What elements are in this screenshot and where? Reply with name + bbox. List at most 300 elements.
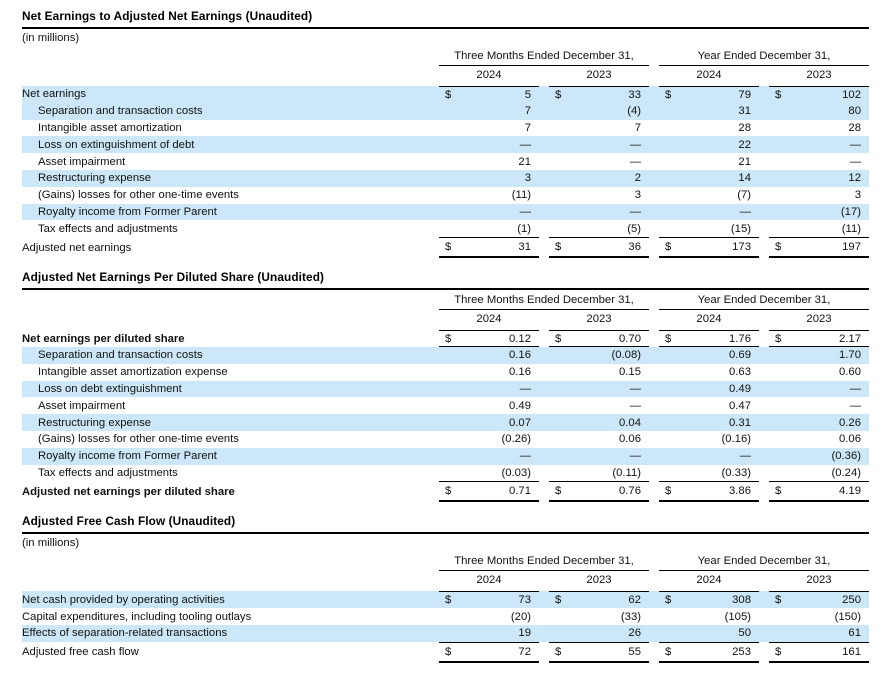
value-cell [769, 481, 869, 502]
cell-value: 2 [634, 172, 641, 185]
cell-value: 308 [732, 594, 751, 607]
row-values [439, 220, 869, 237]
value-cell [439, 608, 539, 625]
value-cell [769, 86, 869, 103]
row-values [439, 465, 869, 482]
value-cell [549, 448, 649, 465]
cell-value: 2.17 [839, 332, 861, 345]
value-cell [439, 330, 539, 347]
cell-value: — [519, 450, 531, 463]
cell-value: 7 [634, 121, 641, 134]
value-cell [769, 381, 869, 398]
table-row [22, 608, 869, 625]
cell-value: (20) [510, 610, 531, 623]
year-header: 2023 [586, 574, 612, 587]
cell-value: 62 [628, 594, 641, 607]
value-cell [439, 414, 539, 431]
table-row [22, 136, 869, 153]
cell-value: 0.12 [509, 332, 531, 345]
row-label: Restructuring expense [38, 172, 152, 185]
table-row [22, 465, 869, 482]
row-values [439, 381, 869, 398]
cell-value: 0.69 [729, 349, 751, 362]
period-group-label: Three Months Ended December 31, [454, 555, 634, 568]
table-row [22, 204, 869, 221]
value-cell [439, 120, 539, 137]
dollar-sign: $ [445, 332, 452, 345]
period-group-label: Year Ended December 31, [697, 294, 831, 307]
table-row [22, 381, 869, 398]
cell-value: 250 [842, 594, 861, 607]
value-cell [439, 625, 539, 642]
year-cells [439, 571, 869, 591]
period-groups [439, 46, 869, 66]
dollar-sign: $ [555, 241, 562, 254]
value-cell [769, 625, 869, 642]
cell-value: 0.07 [509, 416, 531, 429]
dollar-sign: $ [445, 645, 452, 658]
cell-value: 19 [518, 627, 531, 640]
cell-value: (5) [627, 222, 641, 235]
value-cell [549, 153, 649, 170]
value-cell [769, 136, 869, 153]
cell-value: — [629, 450, 641, 463]
value-cell [549, 414, 649, 431]
row-label: Intangible asset amortization expense [38, 366, 228, 379]
year-header: 2024 [696, 574, 722, 587]
year-header: 2024 [476, 69, 502, 81]
value-cell [659, 103, 759, 120]
cell-value: 0.26 [839, 416, 861, 429]
value-cell [769, 153, 869, 170]
cell-value: (0.24) [831, 466, 861, 479]
cell-value: 0.49 [729, 382, 751, 395]
cell-value: 12 [848, 172, 861, 185]
cell-value: 0.16 [509, 366, 531, 379]
value-cell [659, 136, 759, 153]
row-values [439, 397, 869, 414]
cell-value: 1.70 [839, 349, 861, 362]
cell-value: 161 [842, 645, 861, 658]
year-header: 2024 [696, 313, 722, 326]
value-cell [659, 381, 759, 398]
value-cell [549, 103, 649, 120]
table-row [22, 330, 869, 347]
cell-value: (0.36) [831, 450, 861, 463]
value-cell [769, 204, 869, 221]
period-groups [439, 551, 869, 571]
value-cell [549, 86, 649, 103]
value-cell [769, 364, 869, 381]
row-label: (Gains) losses for other one-time events [38, 433, 239, 446]
value-cell [769, 347, 869, 364]
cell-value: 0.04 [619, 416, 641, 429]
value-cell [659, 591, 759, 608]
cell-value: (1) [517, 222, 531, 235]
value-cell [659, 642, 759, 663]
value-cell [659, 120, 759, 137]
value-cell [769, 448, 869, 465]
value-cell [659, 187, 759, 204]
row-label: Net earnings per diluted share [22, 332, 185, 345]
dollar-sign: $ [445, 241, 452, 254]
table-title: Adjusted Net Earnings Per Diluted Share (Unaudited) [22, 270, 325, 285]
row-label: Asset impairment [38, 155, 126, 168]
row-values [439, 481, 869, 502]
value-cell [659, 153, 759, 170]
value-cell [659, 481, 759, 502]
value-cell [549, 465, 649, 482]
table-row [22, 364, 869, 381]
three-months-group-header [439, 290, 649, 310]
value-cell [439, 481, 539, 502]
value-cell [549, 220, 649, 237]
row-label: Intangible asset amortization [38, 121, 182, 134]
cell-value: — [629, 205, 641, 218]
row-values [439, 120, 869, 137]
value-cell [659, 170, 759, 187]
row-label: Restructuring expense [38, 416, 152, 429]
row-label: Asset impairment [38, 399, 126, 412]
column-group-headers [22, 551, 869, 571]
three-months-group-header [439, 551, 649, 571]
table-row [22, 431, 869, 448]
cell-value: 0.70 [619, 332, 641, 345]
value-cell [549, 136, 649, 153]
row-values [439, 330, 869, 347]
cell-value: 36 [628, 241, 641, 254]
table-section-3 [22, 514, 869, 662]
value-cell [439, 136, 539, 153]
cell-value: 21 [518, 155, 531, 168]
dollar-sign: $ [665, 594, 672, 607]
value-cell [769, 237, 869, 258]
cell-value: — [629, 138, 641, 151]
row-values [439, 86, 869, 103]
value-cell [439, 170, 539, 187]
cell-value: 61 [848, 627, 861, 640]
cell-value: (0.03) [501, 466, 531, 479]
cell-value: 0.06 [619, 433, 641, 446]
table-title: Adjusted Free Cash Flow (Unaudited) [22, 514, 236, 529]
cell-value: 0.16 [509, 349, 531, 362]
cell-value: 5 [524, 88, 531, 101]
cell-value: 3 [634, 189, 641, 202]
value-cell [659, 364, 759, 381]
cell-value: (105) [724, 610, 751, 623]
value-cell [549, 481, 649, 502]
cell-value: 14 [738, 172, 751, 185]
value-cell [769, 120, 869, 137]
value-cell [769, 642, 869, 663]
dollar-sign: $ [775, 485, 782, 498]
year-header: 2023 [586, 313, 612, 326]
year-header: 2024 [476, 313, 502, 326]
cell-value: — [519, 382, 531, 395]
cell-value: 0.49 [509, 399, 531, 412]
cell-value: 50 [738, 627, 751, 640]
value-cell [439, 431, 539, 448]
value-cell [439, 237, 539, 258]
row-label: Tax effects and adjustments [38, 466, 178, 479]
value-cell [549, 591, 649, 608]
dollar-sign: $ [775, 332, 782, 345]
cell-value: 72 [518, 645, 531, 658]
cell-value: 4.19 [839, 485, 861, 498]
total-row [22, 481, 869, 502]
row-values [439, 414, 869, 431]
column-group-headers [22, 46, 869, 66]
cell-value: 33 [628, 88, 641, 101]
cell-value: 0.31 [729, 416, 751, 429]
value-cell [549, 397, 649, 414]
dollar-sign: $ [665, 88, 672, 101]
dollar-sign: $ [775, 241, 782, 254]
dollar-sign: $ [665, 485, 672, 498]
value-cell [659, 347, 759, 364]
dollar-sign: $ [665, 241, 672, 254]
row-label: Royalty income from Former Parent [38, 205, 217, 218]
table-row [22, 103, 869, 120]
value-cell [439, 204, 539, 221]
units-label: (in millions) [22, 32, 80, 44]
value-cell [769, 187, 869, 204]
three-months-group-header [439, 46, 649, 66]
row-label: Tax effects and adjustments [38, 222, 178, 235]
value-cell [439, 347, 539, 364]
dollar-sign: $ [555, 88, 562, 101]
value-cell [769, 330, 869, 347]
value-cell [439, 642, 539, 663]
cell-value: (11) [841, 222, 861, 235]
value-cell [769, 103, 869, 120]
table-row [22, 120, 869, 137]
cell-value: (0.26) [501, 433, 531, 446]
cell-value: 253 [732, 645, 751, 658]
row-values [439, 136, 869, 153]
cell-value: (4) [627, 105, 641, 118]
dollar-sign: $ [775, 594, 782, 607]
cell-value: 3 [854, 189, 861, 202]
row-label: Royalty income from Former Parent [38, 450, 217, 463]
value-cell [439, 86, 539, 103]
cell-value: 26 [628, 627, 641, 640]
value-cell [659, 448, 759, 465]
row-label: Adjusted net earnings [22, 241, 132, 254]
table-row [22, 347, 869, 364]
row-values [439, 642, 869, 663]
period-groups [439, 290, 869, 310]
cell-value: 3.86 [729, 485, 751, 498]
cell-value: (0.08) [611, 349, 641, 362]
row-label: Separation and transaction costs [38, 105, 203, 118]
dollar-sign: $ [555, 485, 562, 498]
value-cell [549, 120, 649, 137]
value-cell [549, 330, 649, 347]
value-cell [439, 364, 539, 381]
table-row [22, 397, 869, 414]
year-ended-group-header [659, 551, 869, 571]
value-cell [769, 170, 869, 187]
value-cell [769, 465, 869, 482]
table-row [22, 448, 869, 465]
value-cell [549, 381, 649, 398]
dollar-sign: $ [775, 88, 782, 101]
cell-value: — [629, 382, 641, 395]
cell-value: (0.11) [612, 466, 641, 479]
value-cell [549, 625, 649, 642]
cell-value: 55 [628, 645, 641, 658]
value-cell [549, 347, 649, 364]
cell-value: 173 [732, 241, 751, 254]
row-values [439, 170, 869, 187]
cell-value: 197 [842, 241, 861, 254]
year-cells [439, 310, 869, 330]
value-cell [549, 237, 649, 258]
cell-value: — [849, 138, 861, 151]
table-section-2 [22, 270, 869, 502]
cell-value: 73 [518, 594, 531, 607]
cell-value: (7) [737, 189, 751, 202]
year-headers [22, 571, 869, 591]
value-cell [659, 86, 759, 103]
dollar-sign: $ [555, 594, 562, 607]
value-cell [769, 397, 869, 414]
row-values [439, 153, 869, 170]
value-cell [769, 591, 869, 608]
row-values [439, 237, 869, 258]
table-section-1 [22, 9, 869, 258]
value-cell [439, 448, 539, 465]
value-cell [439, 397, 539, 414]
value-cell [549, 187, 649, 204]
row-values [439, 431, 869, 448]
cell-value: — [629, 399, 641, 412]
units-label: (in millions) [22, 537, 80, 550]
cell-value: 79 [738, 88, 751, 101]
cell-value: (33) [620, 610, 641, 623]
row-values [439, 103, 869, 120]
value-cell [549, 608, 649, 625]
table-row [22, 220, 869, 237]
cell-value: (11) [511, 189, 531, 202]
cell-value: — [849, 382, 861, 395]
value-cell [439, 103, 539, 120]
value-cell [659, 431, 759, 448]
cell-value: 0.71 [509, 485, 531, 498]
cell-value: 3 [524, 172, 531, 185]
cell-value: 0.60 [839, 366, 861, 379]
value-cell [659, 204, 759, 221]
row-values [439, 347, 869, 364]
value-cell [549, 642, 649, 663]
table-row [22, 170, 869, 187]
row-values [439, 591, 869, 608]
dollar-sign: $ [665, 332, 672, 345]
cell-value: 21 [738, 155, 751, 168]
value-cell [659, 397, 759, 414]
value-cell [439, 591, 539, 608]
year-headers [22, 66, 869, 86]
value-cell [769, 608, 869, 625]
total-row [22, 642, 869, 663]
value-cell [549, 431, 649, 448]
cell-value: 1.76 [729, 332, 751, 345]
cell-value: 0.47 [729, 399, 751, 412]
period-group-label: Year Ended December 31, [697, 555, 831, 568]
year-ended-group-header [659, 290, 869, 310]
row-label: Net cash provided by operating activities [22, 593, 225, 606]
row-label: Capital expenditures, including tooling outlays [22, 610, 252, 623]
row-label: Effects of separation-related transactions [22, 627, 228, 640]
value-cell [439, 153, 539, 170]
row-label: Loss on extinguishment of debt [38, 138, 195, 151]
row-values [439, 204, 869, 221]
row-values [439, 187, 869, 204]
row-label: Adjusted net earnings per diluted share [22, 485, 235, 498]
dollar-sign: $ [665, 645, 672, 658]
year-headers [22, 310, 869, 330]
row-values [439, 364, 869, 381]
dollar-sign: $ [775, 645, 782, 658]
table-row [22, 591, 869, 608]
cell-value: 22 [738, 138, 751, 151]
year-cells [439, 66, 869, 86]
dollar-sign: $ [445, 88, 452, 101]
year-header: 2024 [476, 574, 502, 587]
cell-value: — [849, 399, 861, 412]
row-label: Loss on debt extinguishment [38, 382, 182, 395]
period-group-label: Year Ended December 31, [697, 50, 831, 62]
row-values [439, 448, 869, 465]
value-cell [549, 170, 649, 187]
cell-value: 7 [524, 105, 531, 118]
value-cell [439, 187, 539, 204]
column-group-headers [22, 290, 869, 310]
value-cell [659, 414, 759, 431]
total-row [22, 237, 869, 258]
cell-value: (0.16) [721, 433, 751, 446]
cell-value: 31 [738, 105, 751, 118]
value-cell [549, 364, 649, 381]
row-values [439, 608, 869, 625]
dollar-sign: $ [445, 594, 452, 607]
cell-value: — [739, 450, 751, 463]
cell-value: (150) [834, 610, 861, 623]
cell-value: 80 [848, 105, 861, 118]
table-title: Net Earnings to Adjusted Net Earnings (Unaudited) [22, 9, 313, 23]
cell-value: — [519, 138, 531, 151]
row-label: Separation and transaction costs [38, 349, 203, 362]
cell-value: 28 [848, 121, 861, 134]
row-label: Net earnings [22, 88, 87, 101]
value-cell [439, 465, 539, 482]
value-cell [659, 220, 759, 237]
period-group-label: Three Months Ended December 31, [454, 294, 634, 307]
value-cell [769, 431, 869, 448]
dollar-sign: $ [555, 645, 562, 658]
table-row [22, 414, 869, 431]
cell-value: 0.15 [619, 366, 641, 379]
cell-value: — [519, 205, 531, 218]
period-group-label: Three Months Ended December 31, [454, 50, 634, 62]
dollar-sign: $ [445, 485, 452, 498]
year-header: 2023 [806, 574, 832, 587]
value-cell [659, 330, 759, 347]
year-ended-group-header [659, 46, 869, 66]
value-cell [439, 220, 539, 237]
cell-value: — [739, 205, 751, 218]
